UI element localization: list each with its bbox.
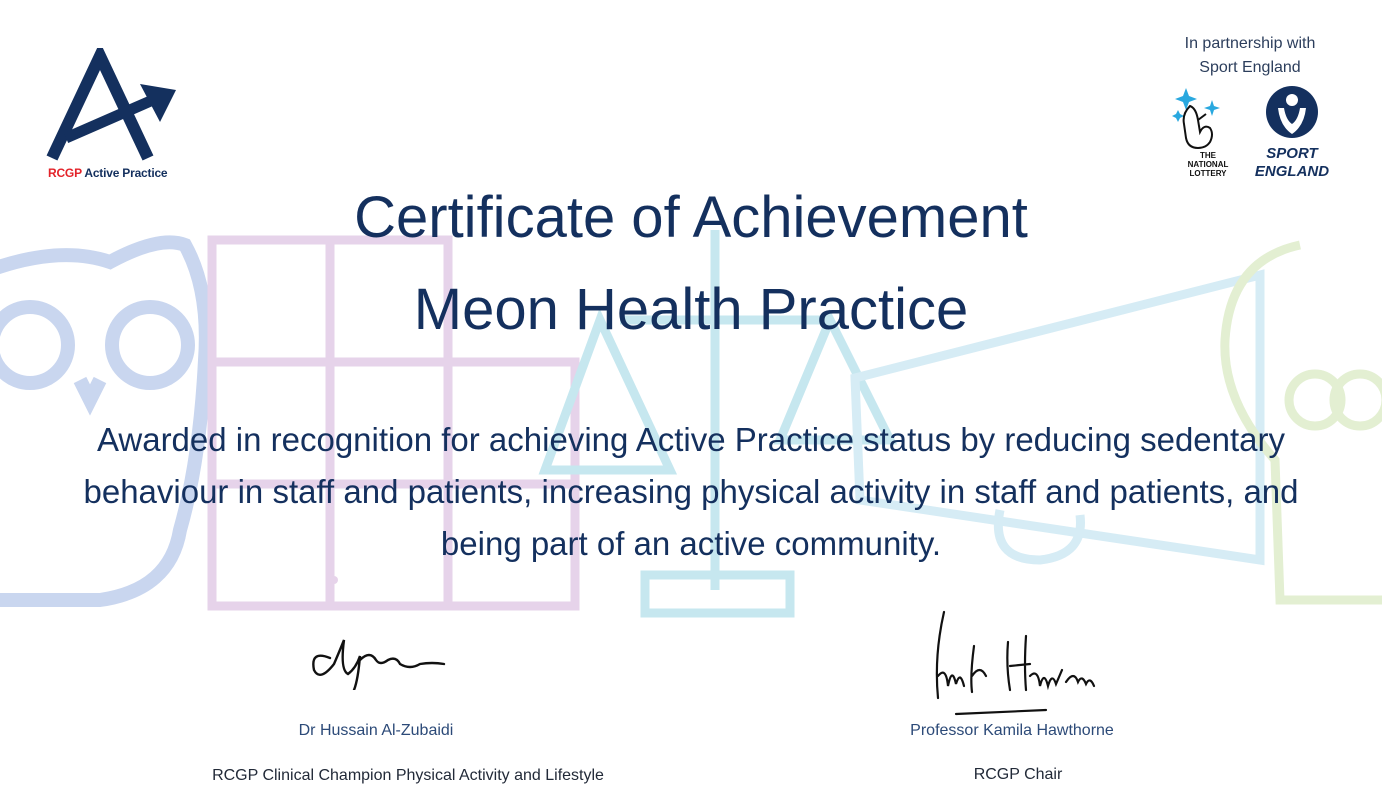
signatory-2-role: RCGP Chair xyxy=(973,766,1063,783)
logo-text xyxy=(48,166,167,180)
partnership-line-1: In partnership with xyxy=(1184,35,1316,52)
national-lottery-logo xyxy=(1168,84,1338,184)
signature-1 xyxy=(300,620,450,690)
rcgp-active-practice-logo xyxy=(44,48,184,188)
signatory-1-role: RCGP Clinical Champion Physical Activity and Lifestyle xyxy=(212,767,604,784)
active-practice-a-icon xyxy=(44,48,184,168)
certificate-title: Certificate of Achievement xyxy=(354,185,1028,250)
practice-name: Meon Health Practice xyxy=(413,277,969,342)
lottery-text-national: NATIONAL xyxy=(1187,160,1229,169)
award-description: Awarded in recognition for achieving Active Practice status by reducing sedentary behaviour in staff and patients, increasing physical activity in staff and patients, and being part of an active community. xyxy=(83,421,1299,562)
signature-2 xyxy=(926,606,1106,716)
logo-text-active-practice: Active Practice xyxy=(84,166,168,180)
lottery-logo-text xyxy=(1188,151,1229,178)
lottery-text-lottery: LOTTERY xyxy=(1189,169,1227,178)
partner-logos xyxy=(1168,84,1338,184)
lottery-text-the: THE xyxy=(1200,151,1216,160)
signatory-2-name: Professor Kamila Hawthorne xyxy=(910,722,1114,739)
sport-england-text-england: ENGLAND xyxy=(1254,163,1330,180)
sport-england-logo xyxy=(1255,86,1329,180)
sport-england-text-sport: SPORT xyxy=(1266,145,1318,162)
partnership-text xyxy=(1150,32,1350,80)
partnership-line-2: Sport England xyxy=(1199,59,1301,76)
signatory-1-name: Dr Hussain Al-Zubaidi xyxy=(298,722,454,739)
logo-text-rcgp: RCGP xyxy=(48,166,82,180)
